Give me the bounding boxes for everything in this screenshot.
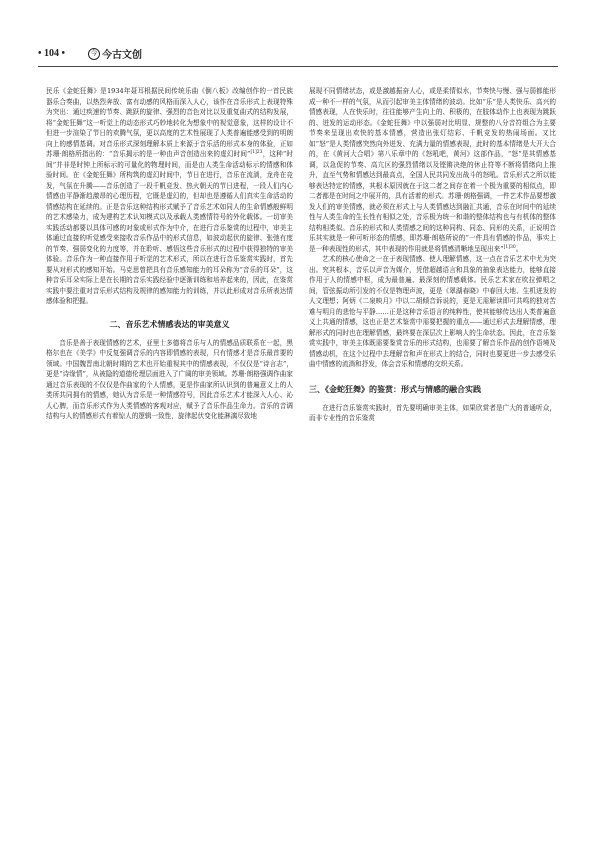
paragraph-text: 民乐《金蛇狂舞》是1934年聂耳根据民间传统乐曲《倒八板》改编创作的一首民族器乐合奏曲，以热烈奔放、富有动感的风格而深入人心，该作在音乐形式上表现特殊为突出：通过疾速的节奏、跳跃的旋律、强烈的音色对比以及重复曲式的结构发展，将“金蛇狂舞”这一听觉上的动态形式巧妙地转化为想象中的视觉意象，这样的设计不但进一步渲染了节日的欢腾气氛，更以高度的艺术性展现了人类普遍能感受到的明朗向上的感情基调。对音乐形式深刻理解本质上来源于音乐活的形式本身的体验，正如苏珊·朗格所指出的：“音乐揭示的是一种由声音创造出来的虚幻时间” xyxy=(46,87,293,158)
right-column xyxy=(309,86,556,424)
header-divider xyxy=(38,66,558,67)
section-heading-2: 二、音乐艺术情感表达的审美意义 xyxy=(109,319,230,329)
citation: [1]30 xyxy=(503,244,516,250)
paragraph-appreciation: 在进行音乐鉴赏实践时，首先要明确审美主体，如果欣赏者是广大的普通听众，而非专业性的音乐鉴赏 xyxy=(309,403,556,422)
paragraph-continued xyxy=(309,86,556,254)
paragraph-text: ，这种“时间”并非是时钟上所标示的可量化的物理时间，而是由人类生命活动标示的情感和体验时间。在《金蛇狂舞》所构筑的虚幻时间中，节日在进行，音乐在流淌，龙舟在竞发，气氛在升腾——音乐创造了一段千帆竞发、热火朝天的节日进程，一段人们内心情感由平静渐趋激昂的心理历程，它既是虚幻的，但却也是遵循人们真实生命活动的情感结构在延续的。正是音乐这种结构形式赋予了音乐艺术如同人的生命情感般鲜明的艺术感染力，成为建构艺术认知模式以及承载人类感情符号的外化载体。一切审美实践活动都要以具体可感的对象或形式作为中介，在进行音乐鉴赏的过程中，审美主体通过直接的听觉感受来接收音乐作品中的形式信息，如波动起伏的旋律、张弛有度的节奏、强弱变化的力度等，并在聆听、感悟这些音乐形式的过程中获得独特的审美体验。音乐作为一种直接作用于听觉的艺术形式，所以在进行音乐鉴赏实践时，首先要从对形式的感知开始。马克思曾把具有音乐感知能力的耳朵称为“音乐的耳朵”，这种音乐耳朵实际上是在长期的音乐实践经验中逐渐训练和培养起来的，因此，在鉴赏实践中要注重对音乐形式结构及规律的感知能力的训练，并以此形成对音乐所表达情感体验和把握。 xyxy=(46,150,293,305)
page-header xyxy=(38,46,558,66)
journal-logo-icon: 今 xyxy=(88,48,100,60)
paragraph-emotion: 音乐是善于表现情感的艺术，亚里士多德将音乐与人的情感品质联系在一起，黑格尔也在《美学》中反复强调音乐的内容即情感的表现，只有情感才是音乐最首要的领域。中国魏晋南北朝时期的艺术也开始重视其中的情感表现，不仅仅是“诗言志”，更是“诗缘情”，从被隐的道德伦理层面进入了广阔的审美领域。苏珊·朗格强调作曲家通过音乐表现的不仅仅是作曲家的个人情感，更是作曲家所认识到的普遍意义上的人类所共同拥有的情感，她认为音乐是一种情感符号，因此音乐艺术才能深入人心、沁人心脾，而音乐形式作为人类情感的客观对应，赋予了音乐作品生命力。音乐的音调结构与人的情感形式有着惊人的逻辑一致性，旋律起伏变化能淋漓尽致地 xyxy=(46,338,293,420)
journal-name: 今古文创 xyxy=(102,50,142,61)
citation: [1]23 xyxy=(250,149,263,155)
paragraph-intro xyxy=(46,86,293,307)
section-heading-3: 三、《金蛇狂舞》的鉴赏：形式与情感的融合实践 xyxy=(309,384,481,394)
paragraph-text: 展现不同情绪状态，或是激越振奋人心，或是柔情似水，节奏快与慢、强与弱都能形成一种不一样的气氛，从而引起审美主体情绪的波动。比如“乐”是人类快乐、高兴的情感表现，人在快乐时，往往能够产生向上的、积极的，在肢体动作上也表现为跳跃的、迸发的运动形态。《金蛇狂舞》中以强弱对比明显、规整的八分音符组合为主要节奏来呈现出欢快的基本情感，营造出张灯结彩、千帆竞发的热闹场面。又比如“怒”是人类情感突然向外迸发、充满力量的情感表现，此时的基本情绪是大开大合的，在《黄河大合唱》第八乐章中的《怒吼吧，黄河》这部作品，“怒”是其情感基调，以急促的节奏、高亢区的强烈情绪以及铿锵决绝的休止符等不断将情绪向上推升，直至气势和情感达到最高点，全国人民共同发出战斗的怒吼。音乐形式之所以能够表达特定的情感，其根本原因就在于这二者之间存在着一个极为重要的相似点，即二者都是在时间之中展开的，具有活着的形式。苏珊·朗格强调，一件艺术作品要想激发人们的审美情感，就必须在形式上与人类情感达到融汇共通，音乐在时间中的延续性与人类生命的生长性有相似之处，音乐极为统一和谐的整体结构也与有机体的整体结构相类似。音乐的形式和人类情感之间的这种同构、同态、同形的关系，正说明音乐其实就是一种可听形态的情感，即苏珊·朗格所说的“一件具有情感的作品，事实上是一种表现性的形式，其中表现的作用就是将情感清晰地呈现出来” xyxy=(309,87,556,253)
journal-logo xyxy=(88,46,142,61)
page-number: • 104 • xyxy=(38,48,66,59)
paragraph-text: 。 xyxy=(515,244,523,253)
left-column xyxy=(46,86,293,422)
paragraph-core-mission: 艺术的核心使命之一在于表现情感、使人理解情感，这一点在音乐艺术中尤为突出。究其根本，音乐以声音为媒介，凭借超越语言和具象的抽象表达能力，能够直接作用于人的情感中枢，成为最普遍、最深刻的情感载体。民乐艺术家在吹拉弹唱之间，管弦振动所引发的不仅是物理声波，更是《翠湖春晓》中春回大地、生机迸发的人文理想；阿炳《二泉映月》中以二胡倾音诉说的，更是无需解读即可共鸣的独对苦难与明月的悲怆与平静……正是这种音乐语言的纯粹性，使其能够传达出人类普遍意义上共通的情感，这也正是艺术鉴赏中需要把握的重点——通过形式去理解情感，理解形式的同时也在理解情感，最终要在深层次上影响人的生命状态。因此，在音乐鉴赏实践中，审美主体既需要鉴赏音乐的形式结构，也需要了解音乐作品的创作语境及情感动机，在这个过程中去理解音和声在形式上的结合，同时也要更进一步去感受乐曲中情感的流淌和抒发，体会音乐和情感的交织关系。 xyxy=(309,255,556,368)
